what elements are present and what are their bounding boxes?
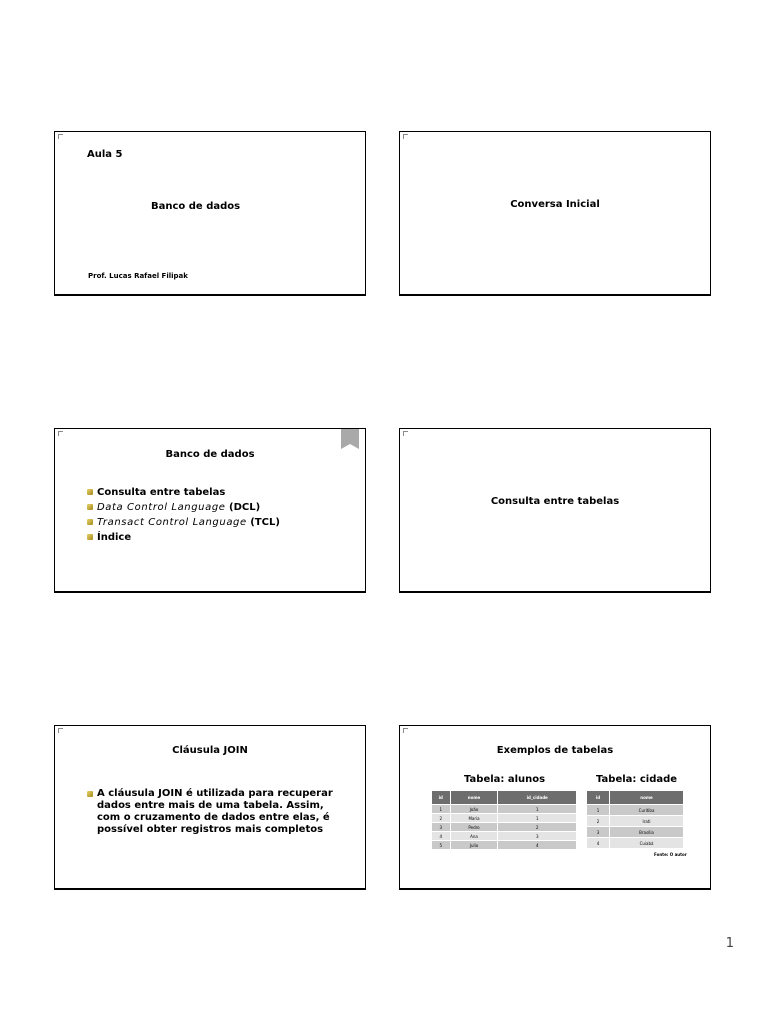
table-cidade: [586, 790, 684, 849]
table-cell: 1: [587, 805, 610, 816]
table-cell: 1: [498, 805, 577, 814]
column-header: id: [432, 791, 451, 805]
table-cell: 3: [587, 827, 610, 838]
slide-2: [399, 131, 711, 296]
slide-4: [399, 428, 711, 593]
slide-title: Banco de dados: [151, 201, 241, 212]
table-cell: 4: [587, 838, 610, 849]
table-row: [587, 838, 684, 849]
table-row: [432, 814, 577, 823]
table-cell: 3: [432, 823, 451, 832]
course-label: Aula 5: [87, 149, 123, 160]
slide-1: [54, 131, 366, 296]
table-cell: 4: [498, 841, 577, 850]
table-header-row: [587, 791, 684, 805]
slide-title: Consulta entre tabelas: [490, 496, 620, 507]
slide-title: Banco de dados: [165, 449, 255, 460]
slide-corner-mark: [403, 728, 408, 733]
slide-title: Exemplos de tabelas: [496, 745, 614, 756]
table-cell: 2: [432, 814, 451, 823]
bullet-list: [87, 485, 280, 545]
page-number: 1: [725, 936, 734, 951]
bullet-item: A cláusula JOIN é utilizada para recuperar dados entre mais de uma tabela. Assim, com o cruzamento de dados entre elas, é possível obter registros mais completos: [87, 788, 337, 836]
slide-3: [54, 428, 366, 593]
column-header: nome: [610, 791, 684, 805]
table-cell: 4: [432, 832, 451, 841]
table-cell: 1: [432, 805, 451, 814]
table-cell: Ana: [450, 832, 498, 841]
table-row: [587, 827, 684, 838]
bullet-item: Data Control Language (DCL): [87, 500, 280, 515]
column-header: nome: [450, 791, 498, 805]
bullet-item: Índice: [87, 530, 280, 545]
table-cell: Brasília: [610, 827, 684, 838]
slide-title: Cláusula JOIN: [172, 745, 248, 756]
table-row: [587, 816, 684, 827]
table-cell: Curitiba: [610, 805, 684, 816]
table-caption-alunos: Tabela: alunos: [464, 774, 546, 785]
table-row: [587, 805, 684, 816]
slide-title: Conversa Inicial: [510, 199, 600, 210]
column-header: id: [587, 791, 610, 805]
table-row: [432, 832, 577, 841]
slide-corner-mark: [58, 134, 63, 139]
table-cell: Julio: [450, 841, 498, 850]
table-cell: 5: [432, 841, 451, 850]
table-cell: João: [450, 805, 498, 814]
table-cell: Irati: [610, 816, 684, 827]
table-cell: 3: [498, 832, 577, 841]
source-note: Fonte: O autor: [654, 852, 687, 857]
slide-corner-mark: [58, 431, 63, 436]
table-caption-cidade: Tabela: cidade: [596, 774, 678, 785]
table-cell: 1: [498, 814, 577, 823]
bullet-item: Transact Control Language (TCL): [87, 515, 280, 530]
table-cell: Cuiabá: [610, 838, 684, 849]
bullet-item: Consulta entre tabelas: [87, 485, 280, 500]
slide-corner-mark: [58, 728, 63, 733]
table-cell: Pedro: [450, 823, 498, 832]
author-label: Prof. Lucas Rafael Filipak: [88, 272, 188, 280]
column-header: id_cidade: [498, 791, 577, 805]
table-header-row: [432, 791, 577, 805]
table-alunos: [431, 790, 577, 850]
slide-corner-mark: [403, 431, 408, 436]
slide-5: [54, 725, 366, 890]
table-cell: Maria: [450, 814, 498, 823]
slide-corner-mark: [403, 134, 408, 139]
table-cell: 2: [587, 816, 610, 827]
slide-6: [399, 725, 711, 890]
table-row: [432, 805, 577, 814]
table-row: [432, 823, 577, 832]
table-cell: 2: [498, 823, 577, 832]
bookmark-ribbon-icon: [341, 429, 359, 449]
bullet-list: [87, 788, 337, 836]
table-row: [432, 841, 577, 850]
